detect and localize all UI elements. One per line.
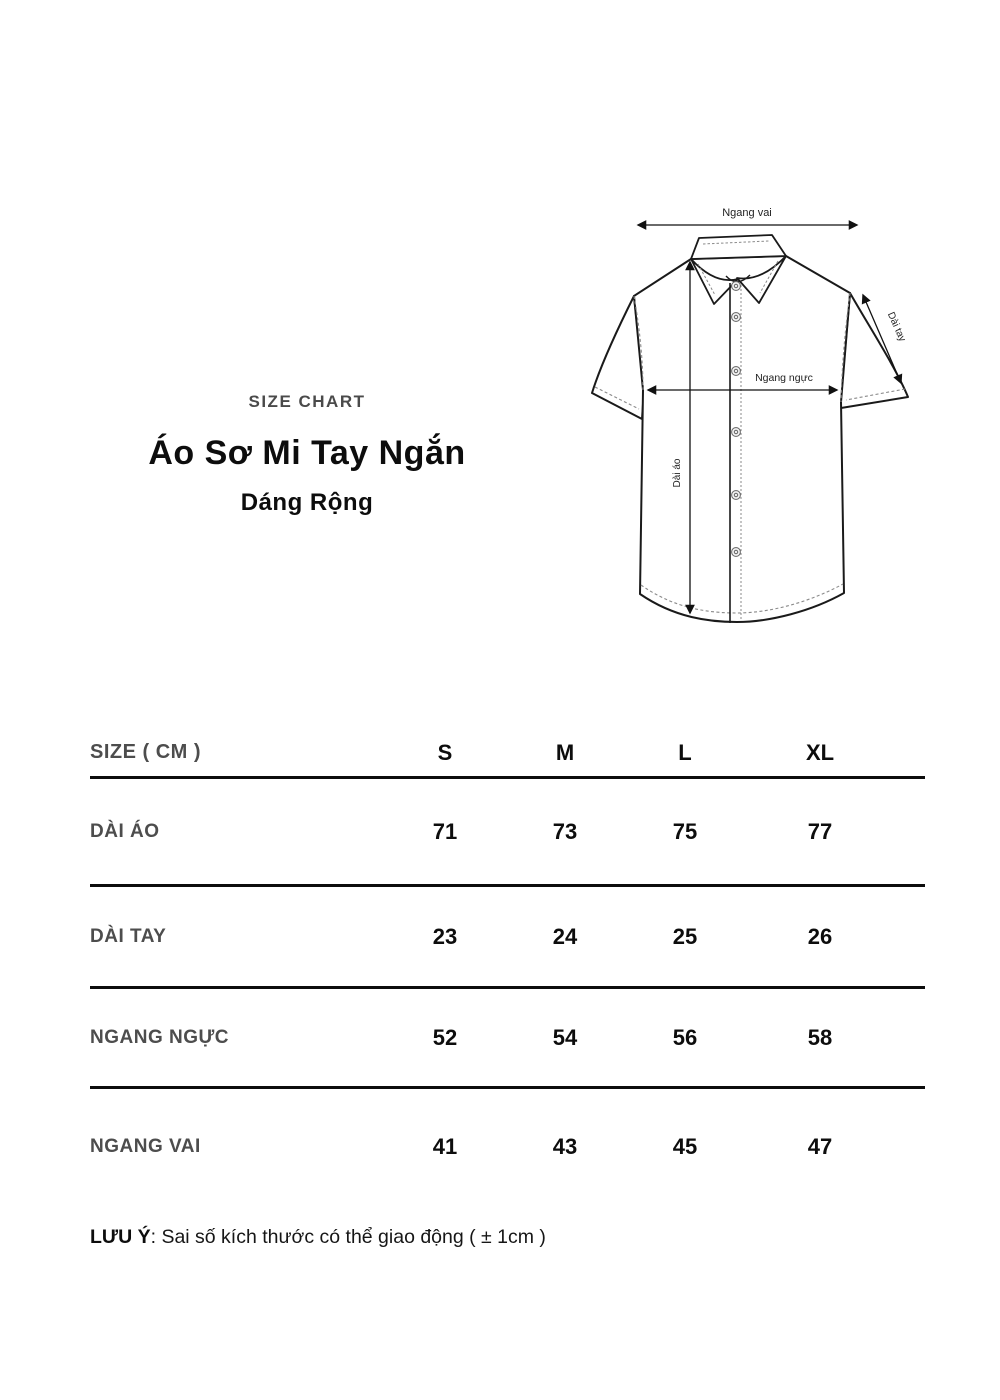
cell-value: 77 xyxy=(807,818,833,844)
size-col-l: L xyxy=(678,739,692,765)
measure-label-length: Dài áo xyxy=(672,458,683,488)
cell-value: 26 xyxy=(807,923,833,949)
cell-value: 54 xyxy=(552,1024,578,1050)
shirt-outline xyxy=(592,256,908,622)
cell-value: 24 xyxy=(552,923,578,949)
size-col-xl: XL xyxy=(805,739,835,765)
eyebrow-size-chart: SIZE CHART xyxy=(248,392,366,411)
shirt-measurement-diagram xyxy=(560,190,960,640)
row-label: DÀI TAY xyxy=(90,925,167,947)
button xyxy=(732,548,741,557)
cell-value: 56 xyxy=(672,1024,698,1050)
table-row-dai-ao xyxy=(90,779,925,884)
row-label: NGANG VAI xyxy=(90,1136,201,1157)
product-title: Áo Sơ Mi Tay Ngắn xyxy=(148,434,466,472)
cell-value: 45 xyxy=(672,1134,698,1159)
cell-value: 41 xyxy=(432,1134,458,1159)
size-col-s: S xyxy=(437,739,453,765)
button xyxy=(732,282,741,291)
size-table xyxy=(90,729,925,1205)
button xyxy=(732,367,741,376)
tolerance-note-label: LƯU Ý xyxy=(90,1225,151,1248)
fit-subtitle: Dáng Rộng xyxy=(240,489,374,516)
cell-value: 25 xyxy=(672,923,698,949)
tolerance-note xyxy=(90,1226,546,1249)
button xyxy=(732,313,741,322)
table-row-ngang-vai xyxy=(90,1089,925,1205)
cell-value: 23 xyxy=(432,923,458,949)
title-block xyxy=(92,392,522,517)
cell-value: 43 xyxy=(552,1134,578,1159)
cell-value: 52 xyxy=(432,1024,458,1050)
button xyxy=(732,428,741,437)
shirt-body xyxy=(634,256,850,622)
table-row-ngang-nguc xyxy=(90,989,925,1086)
size-unit-header: SIZE ( CM ) xyxy=(90,741,202,763)
row-label: NGANG NGỰC xyxy=(90,1026,229,1048)
size-table-header xyxy=(90,729,925,776)
cell-value: 75 xyxy=(672,818,698,844)
shirt-diagram-svg xyxy=(560,190,960,640)
row-label: DÀI ÁO xyxy=(90,820,160,842)
measure-label-chest: Ngang ngực xyxy=(755,372,813,384)
cell-value: 73 xyxy=(552,818,578,844)
measure-label-sleeve: Dài tay xyxy=(884,310,908,344)
cell-value: 58 xyxy=(807,1024,833,1050)
button xyxy=(732,491,741,500)
cell-value: 71 xyxy=(432,818,458,844)
size-col-m: M xyxy=(555,739,575,765)
table-row-dai-tay xyxy=(90,887,925,986)
collar-band xyxy=(691,235,786,259)
measure-label-shoulder: Ngang vai xyxy=(722,207,772,219)
tolerance-note-text: : Sai số kích thước có thể giao động ( ± 1cm ) xyxy=(150,1225,546,1248)
cell-value: 47 xyxy=(807,1134,833,1159)
